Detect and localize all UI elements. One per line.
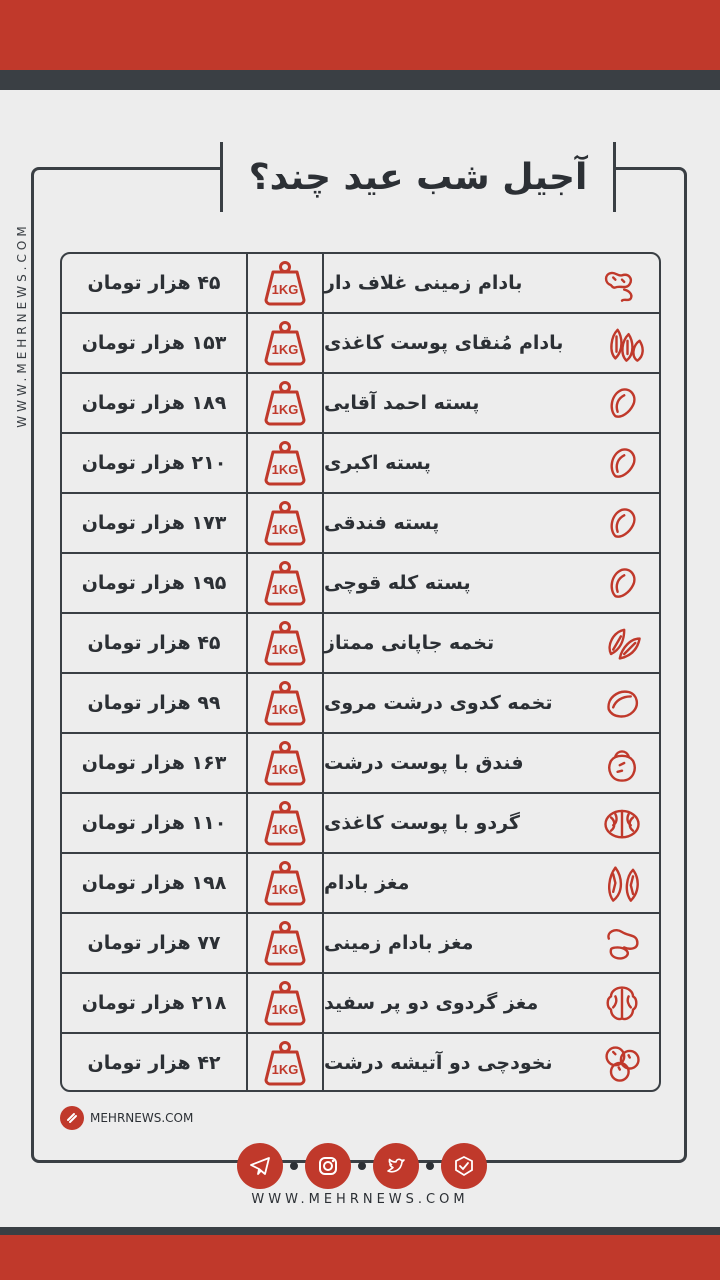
separator-dot [426,1162,434,1170]
svg-text:1KG: 1KG [271,342,299,357]
telegram-icon[interactable] [237,1143,283,1189]
seeds-icon [592,619,652,667]
pistachio-icon [592,439,652,487]
separator-dot [290,1162,298,1170]
price-table [60,252,661,1092]
svg-text:1KG: 1KG [271,942,299,957]
product-name: بادام زمینی غلاف دار [324,272,523,294]
weight-1kg-icon [248,494,322,552]
weight-1kg-icon [248,794,322,852]
svg-text:1KG: 1KG [271,1062,299,1077]
product-name: بادام مُنقای پوست کاغذی [324,332,564,354]
weight-1kg-icon [248,614,322,672]
price-cell: ۴۵ هزار تومان [87,632,221,654]
product-name: پسته احمد آقایی [324,392,480,414]
svg-text:1KG: 1KG [271,582,299,597]
svg-text:1KG: 1KG [271,762,299,777]
price-cell: ۱۹۵ هزار تومان [81,572,227,594]
hazelnut-icon [592,739,652,787]
price-cell: ۹۹ هزار تومان [87,692,221,714]
price-cell: ۱۵۳ هزار تومان [81,332,227,354]
footer-website: WWW.MEHRNEWS.COM [251,1192,469,1207]
top-banner [0,0,720,70]
svg-text:1KG: 1KG [271,642,299,657]
peanut-kernel-icon [592,919,652,967]
table-row [62,734,659,794]
product-name: مغز گردوی دو پر سفید [324,992,539,1014]
social-bar [237,1140,487,1192]
product-name: مغز بادام [324,872,410,894]
table-row [62,974,659,1034]
footer-logo[interactable] [60,1105,193,1131]
svg-text:1KG: 1KG [271,462,299,477]
svg-text:1KG: 1KG [271,1002,299,1017]
product-name: پسته اکبری [324,452,431,474]
svg-text:1KG: 1KG [271,402,299,417]
product-name: فندق با پوست درشت [324,752,524,774]
product-name: مغز بادام زمینی [324,932,474,954]
almond-kernel-icon [592,859,652,907]
svg-text:1KG: 1KG [271,702,299,717]
price-cell: ۱۹۸ هزار تومان [81,872,227,894]
weight-1kg-icon [248,734,322,792]
product-name: تخمه جاپانی ممتاز [324,632,495,654]
table-row [62,314,659,374]
page-title: آجیل شب عید چند؟ [248,156,588,198]
separator-dot [358,1162,366,1170]
weight-1kg-icon [248,854,322,912]
table-row [62,1034,659,1092]
bottom-stripe [0,1227,720,1235]
rubika-icon[interactable] [441,1143,487,1189]
table-row [62,434,659,494]
table-row [62,494,659,554]
price-cell: ۱۸۹ هزار تومان [81,392,227,414]
weight-1kg-icon [248,554,322,612]
pistachio-icon [592,559,652,607]
weight-1kg-icon [248,314,322,372]
weight-1kg-icon [248,374,322,432]
product-name: پسته فندقی [324,512,440,534]
mehr-logo-icon [60,1106,84,1130]
weight-1kg-icon [248,254,322,312]
almond-icon [592,319,652,367]
svg-text:1KG: 1KG [271,522,299,537]
instagram-icon[interactable] [305,1143,351,1189]
walnut-kernel-icon [592,979,652,1027]
table-row [62,674,659,734]
weight-1kg-icon [248,914,322,972]
weight-1kg-icon [248,434,322,492]
table-row [62,854,659,914]
svg-text:1KG: 1KG [271,882,299,897]
table-row [62,614,659,674]
price-cell: ۲۱۸ هزار تومان [81,992,227,1014]
pistachio-icon [592,379,652,427]
table-row [62,794,659,854]
walnut-icon [592,799,652,847]
chickpea-icon [592,1039,652,1087]
weight-1kg-icon [248,974,322,1032]
price-cell: ۴۵ هزار تومان [87,272,221,294]
svg-text:1KG: 1KG [271,822,299,837]
twitter-icon[interactable] [373,1143,419,1189]
weight-1kg-icon [248,1034,322,1092]
price-cell: ۴۲ هزار تومان [87,1052,221,1074]
table-row [62,374,659,434]
svg-text:1KG: 1KG [271,282,299,297]
price-cell: ۲۱۰ هزار تومان [81,452,227,474]
footer-logo-text: MEHRNEWS.COM [90,1111,194,1125]
price-cell: ۷۷ هزار تومان [87,932,221,954]
table-row [62,254,659,314]
top-stripe [0,70,720,90]
product-name: نخودچی دو آتیشه درشت [324,1052,553,1074]
price-cell: ۱۱۰ هزار تومان [81,812,227,834]
bottom-banner [0,1235,720,1280]
price-cell: ۱۶۳ هزار تومان [81,752,227,774]
product-name: پسته کله قوچی [324,572,471,594]
title-box [220,142,616,212]
table-row [62,914,659,974]
table-row [62,554,659,614]
pumpkin-seed-icon [592,679,652,727]
product-name: تخمه کدوی درشت مروی [324,692,553,714]
price-cell: ۱۷۳ هزار تومان [81,512,227,534]
weight-1kg-icon [248,674,322,732]
pistachio-icon [592,499,652,547]
product-name: گردو با پوست کاغذی [324,812,520,834]
peanut-shell-icon [592,259,652,307]
